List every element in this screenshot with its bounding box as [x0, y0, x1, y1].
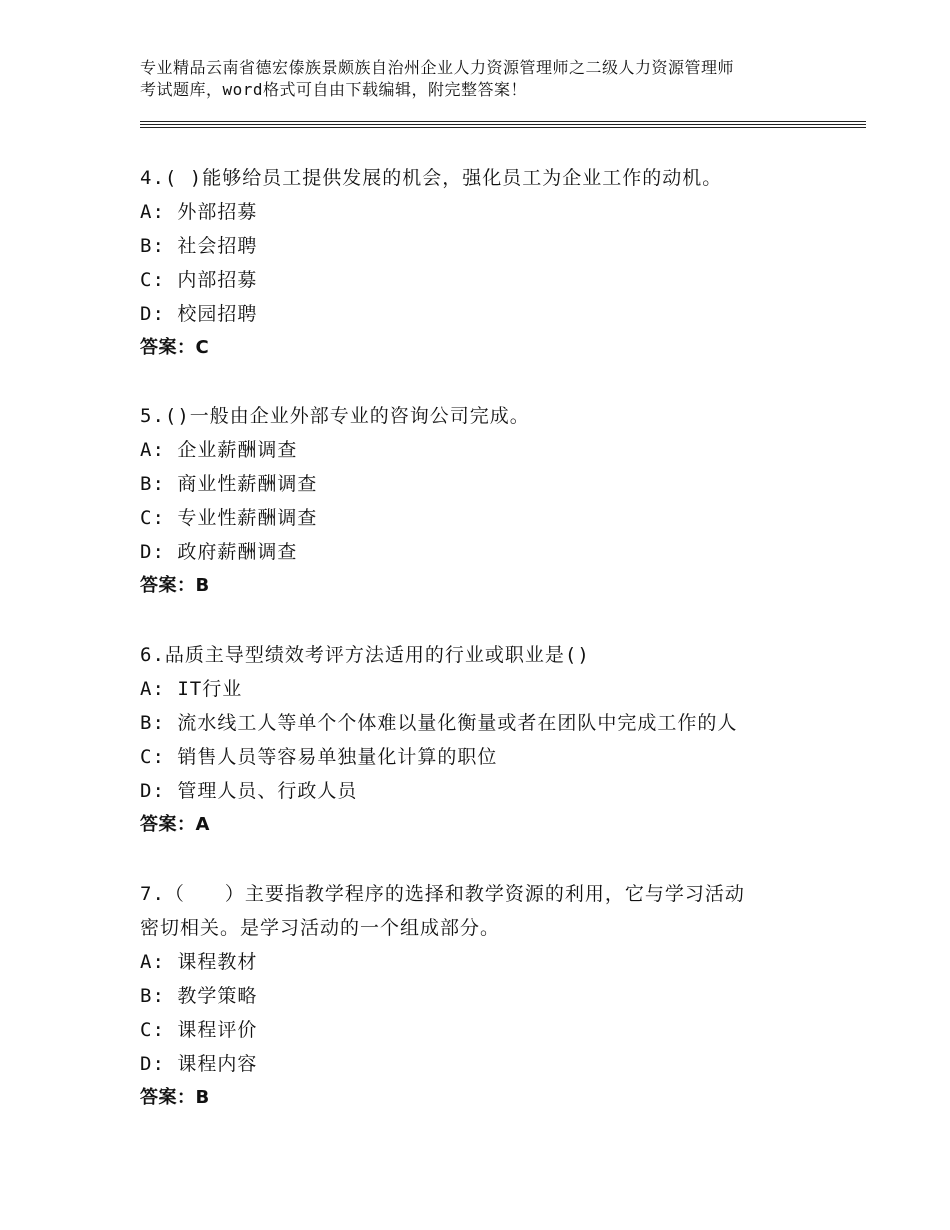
- header-line-2: 考试题库，word格式可自由下载编辑，附完整答案！: [140, 80, 528, 99]
- option-d: D: 管理人员、行政人员: [140, 780, 358, 802]
- option-c: C: 专业性薪酬调查: [140, 507, 318, 529]
- question-block: [140, 877, 820, 1115]
- header-divider: [140, 121, 866, 122]
- question-stem: 7.（ ）主要指教学程序的选择和教学资源的利用，它与学习活动: [140, 883, 745, 905]
- question-block: [140, 638, 820, 842]
- option-d: D: 政府薪酬调查: [140, 541, 298, 563]
- option-c: C: 内部招募: [140, 269, 258, 291]
- answer-line: 答案：C: [140, 337, 210, 358]
- option-a: A: 外部招募: [140, 201, 258, 223]
- header-line-1: 专业精品云南省德宏傣族景颇族自治州企业人力资源管理师之二级人力资源管理师: [140, 58, 735, 77]
- option-b: B: 流水线工人等单个个体难以量化衡量或者在团队中完成工作的人: [140, 712, 738, 734]
- option-a: A: IT行业: [140, 678, 243, 700]
- option-b: B: 社会招聘: [140, 235, 258, 257]
- question-stem: 4.( )能够给员工提供发展的机会，强化员工为企业工作的动机。: [140, 167, 723, 189]
- question-stem-continued: 密切相关。是学习活动的一个组成部分。: [140, 917, 501, 939]
- question-stem: 6.品质主导型绩效考评方法适用的行业或职业是(): [140, 644, 590, 666]
- question-block: [140, 161, 820, 365]
- answer-line: 答案：B: [140, 1087, 210, 1108]
- option-d: D: 课程内容: [140, 1053, 258, 1075]
- question-block: [140, 399, 820, 603]
- option-a: A: 企业薪酬调查: [140, 439, 298, 461]
- header-divider: [140, 124, 866, 125]
- option-d: D: 校园招聘: [140, 303, 258, 325]
- option-c: C: 销售人员等容易单独量化计算的职位: [140, 746, 498, 768]
- answer-line: 答案：A: [140, 814, 210, 835]
- question-stem: 5.()一般由企业外部专业的咨询公司完成。: [140, 405, 530, 427]
- option-b: B: 商业性薪酬调查: [140, 473, 318, 495]
- header-divider: [140, 127, 866, 128]
- option-c: C: 课程评价: [140, 1019, 258, 1041]
- option-b: B: 教学策略: [140, 985, 258, 1007]
- document-header: [140, 57, 840, 101]
- answer-line: 答案：B: [140, 575, 210, 596]
- option-a: A: 课程教材: [140, 951, 258, 973]
